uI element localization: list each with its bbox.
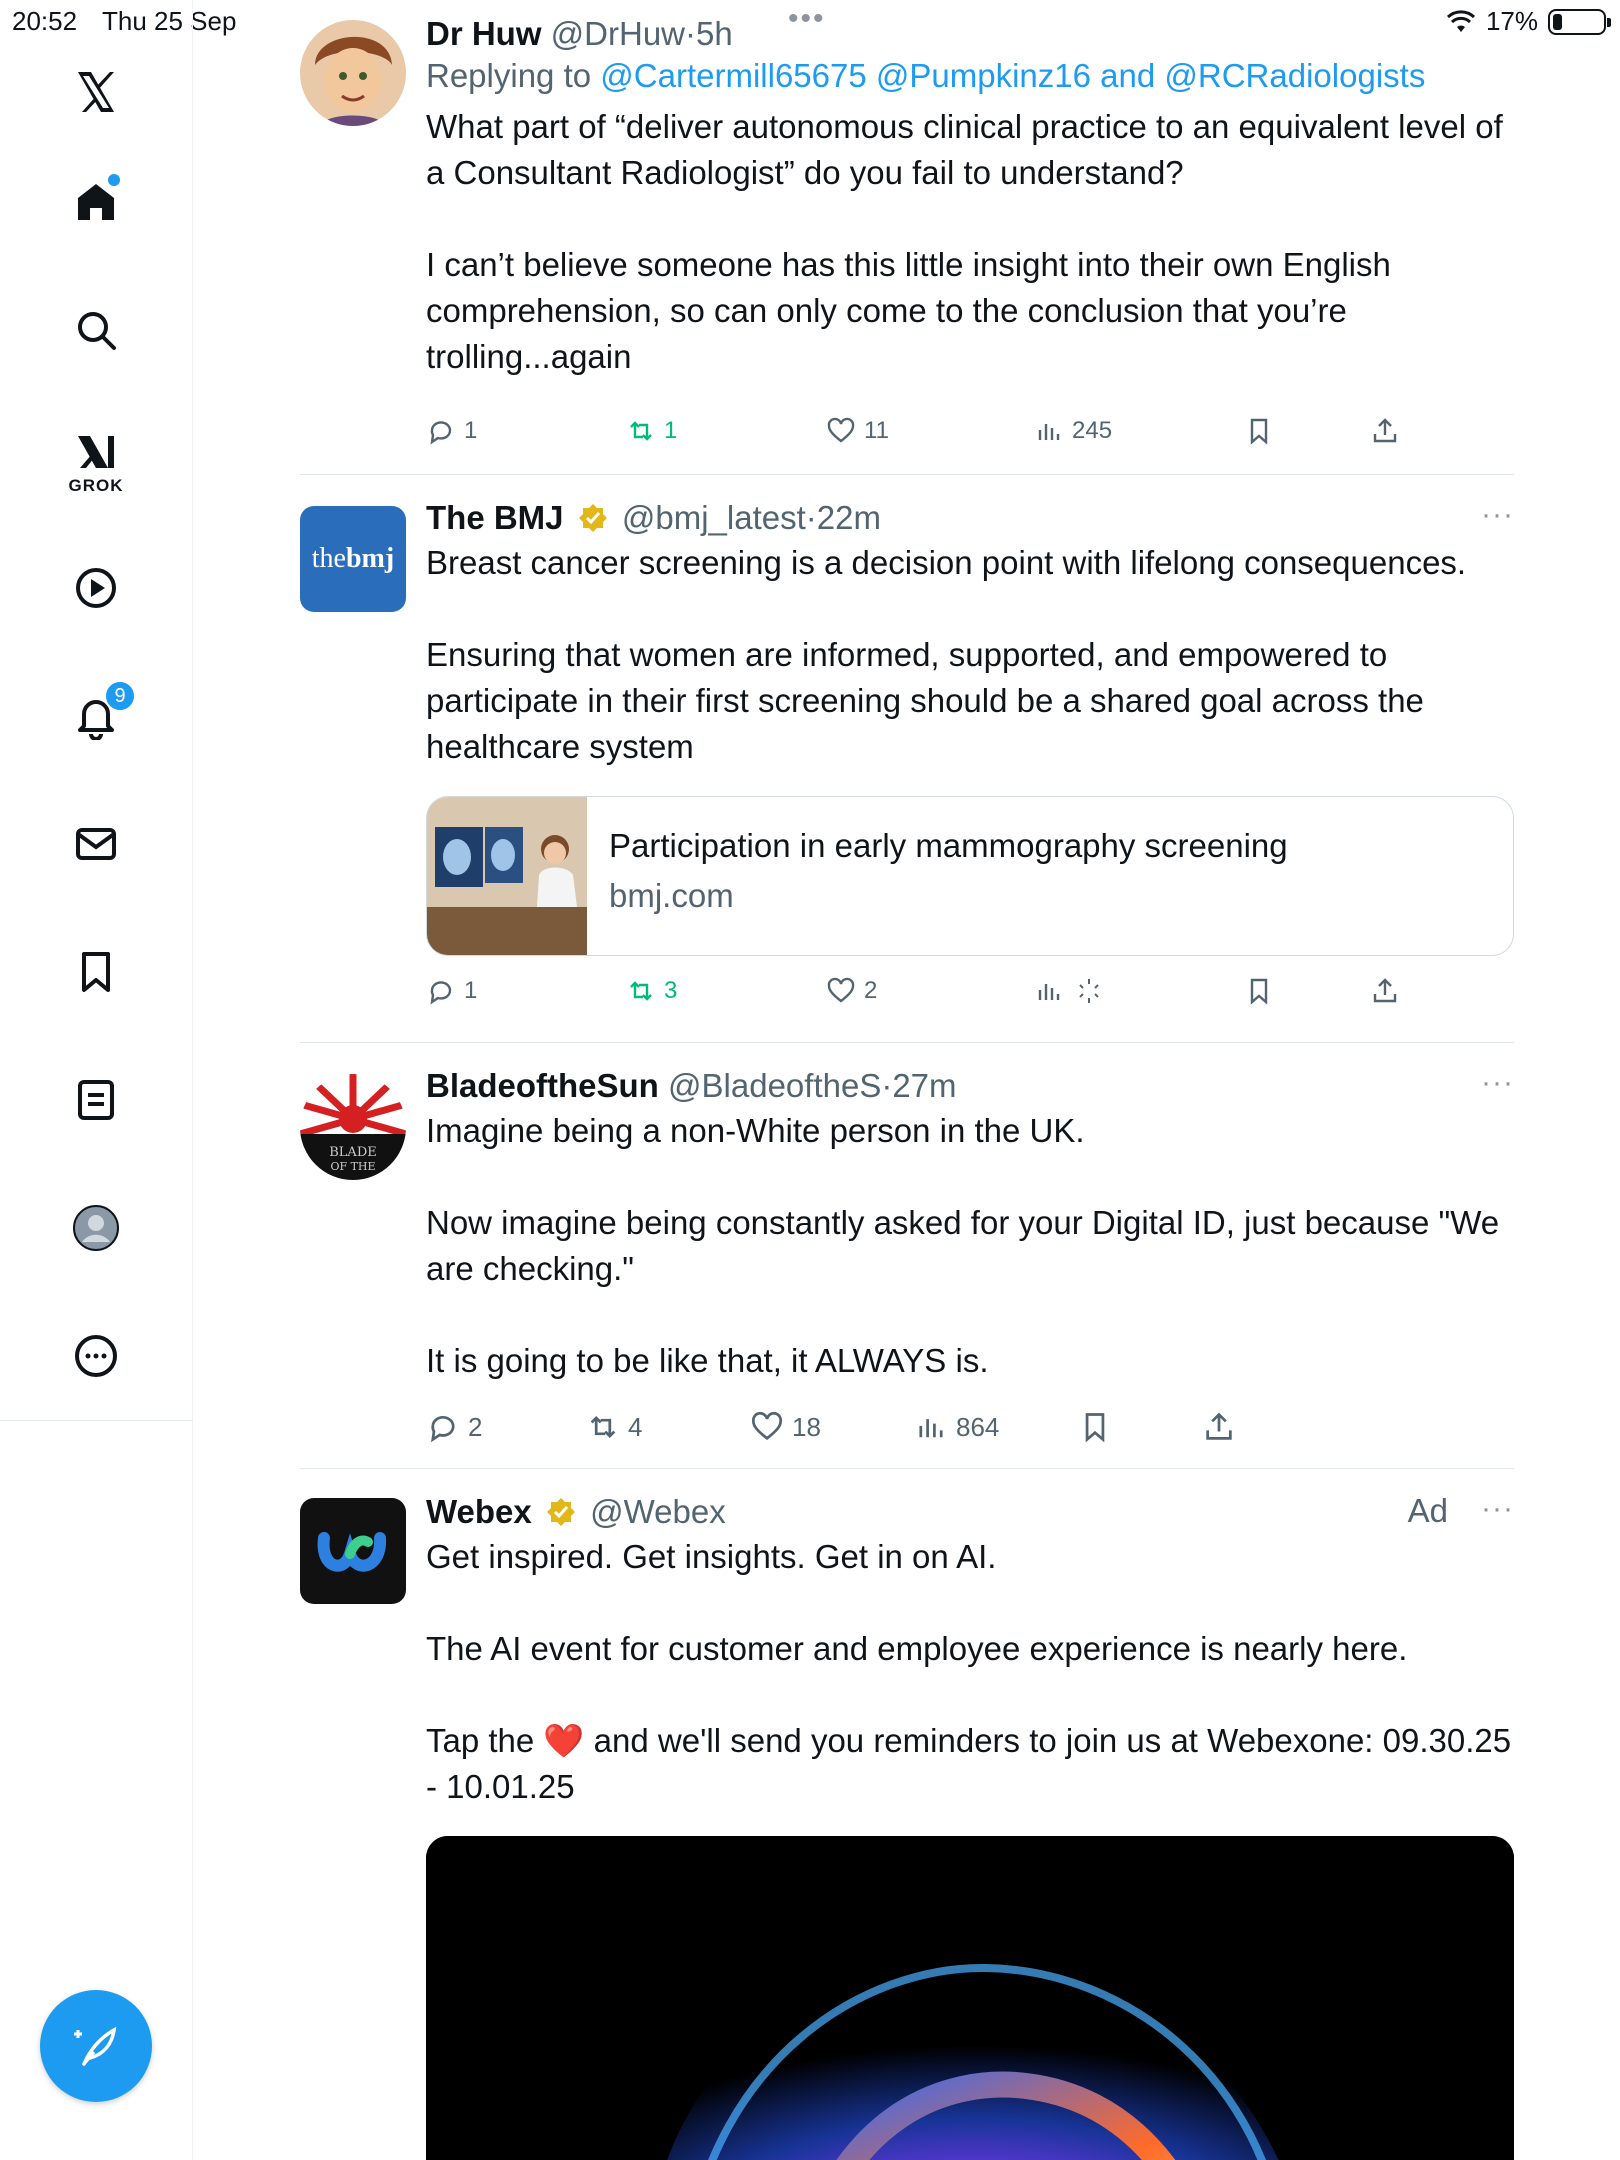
bookmark-icon bbox=[1244, 976, 1274, 1006]
author-handle[interactable]: @bmj_latest bbox=[621, 499, 806, 536]
heart-icon bbox=[750, 1410, 784, 1444]
status-time: 20:52 bbox=[12, 6, 78, 36]
notification-badge: 9 bbox=[104, 680, 136, 712]
repost-button[interactable]: 1 bbox=[626, 416, 677, 446]
battery-percent: 17% bbox=[1485, 6, 1538, 36]
x-logo-icon[interactable] bbox=[56, 52, 136, 132]
verified-badge-icon bbox=[577, 502, 609, 534]
multitask-dots-icon[interactable]: ••• bbox=[788, 2, 826, 35]
search-icon bbox=[72, 306, 120, 354]
author-name[interactable]: Webex bbox=[426, 1493, 532, 1530]
avatar-bladeofthesun[interactable] bbox=[300, 1074, 406, 1180]
post-actions bbox=[426, 976, 1426, 1016]
grok-icon bbox=[72, 428, 120, 476]
heart-icon bbox=[826, 416, 856, 446]
more-circle-icon bbox=[72, 1332, 120, 1380]
views-bar-icon bbox=[914, 1410, 948, 1444]
reply-mention-last[interactable]: @RCRadiologists bbox=[1164, 57, 1426, 94]
views-loading-icon bbox=[1074, 976, 1104, 1006]
post-more-button[interactable]: ··· bbox=[1481, 1066, 1514, 1099]
sidebar-item-messages[interactable] bbox=[56, 804, 136, 884]
bookmark-icon bbox=[72, 948, 120, 996]
bookmark-button[interactable] bbox=[1244, 416, 1274, 446]
ad-label: Ad bbox=[1407, 1492, 1448, 1529]
repost-icon bbox=[586, 1410, 620, 1444]
sidebar-item-more[interactable] bbox=[56, 1316, 136, 1396]
home-unread-dot bbox=[108, 174, 120, 186]
post-divider bbox=[300, 474, 1514, 475]
list-icon bbox=[72, 1076, 120, 1124]
status-date: Thu 25 Sep bbox=[102, 6, 237, 36]
share-icon bbox=[1202, 1410, 1236, 1444]
author-handle[interactable]: @Webex bbox=[590, 1493, 726, 1530]
reply-button[interactable]: 2 bbox=[426, 1410, 482, 1444]
post-text: Imagine being a non-White person in the UK. Now imagine being constantly asked for your Digital ID, just because "We are checking." It is going to be like that, it ALWAYS is. bbox=[426, 1112, 1500, 1379]
views-button[interactable] bbox=[1034, 976, 1112, 1006]
post-text: What part of “deliver autonomous clinical practice to an equivalent level of a Consultant Radiologist” do you fail to understand? I can’t believe someone has this little insight into their own English comprehension, so can only come to the conclusion that you’re trolling...again bbox=[426, 108, 1503, 375]
compose-button[interactable] bbox=[40, 1990, 152, 2102]
repost-button[interactable]: 4 bbox=[586, 1410, 642, 1444]
reply-mentions[interactable]: @Cartermill65675 @Pumpkinz16 bbox=[600, 57, 1091, 94]
sidebar-item-search[interactable] bbox=[56, 290, 136, 370]
post-text: Get inspired. Get insights. Get in on AI. The AI event for customer and employee experience is nearly here. Tap the ❤️ and we'll send you reminders to join us at Webexone: 09.30.25 - 10.01.25 bbox=[426, 1538, 1512, 1805]
battery-icon bbox=[1548, 9, 1606, 35]
repost-icon bbox=[626, 416, 656, 446]
reply-icon bbox=[426, 1410, 460, 1444]
ad-media[interactable] bbox=[426, 1836, 1514, 2160]
sidebar bbox=[0, 0, 193, 2160]
sidebar-item-bookmarks[interactable] bbox=[56, 932, 136, 1012]
repost-icon bbox=[626, 976, 656, 1006]
bookmark-button[interactable] bbox=[1244, 976, 1274, 1006]
compose-feather-icon bbox=[70, 2020, 122, 2072]
reply-icon bbox=[426, 416, 456, 446]
author-name[interactable]: The BMJ bbox=[426, 499, 564, 536]
card-title: Participation in early mammography screening bbox=[609, 827, 1288, 864]
post-more-button[interactable]: ··· bbox=[1481, 498, 1514, 531]
bookmark-button[interactable] bbox=[1078, 1410, 1112, 1444]
reply-button[interactable]: 1 bbox=[426, 976, 477, 1006]
share-icon bbox=[1370, 416, 1400, 446]
verified-badge-icon bbox=[545, 1496, 577, 1528]
share-button[interactable] bbox=[1202, 1410, 1236, 1444]
sidebar-divider bbox=[0, 1420, 193, 1421]
avatar-drhuw[interactable] bbox=[300, 20, 406, 126]
share-button[interactable] bbox=[1370, 976, 1400, 1006]
sidebar-item-profile[interactable] bbox=[56, 1188, 136, 1268]
heart-icon bbox=[826, 976, 856, 1006]
post-text: Breast cancer screening is a decision point with lifelong consequences. Ensuring that women are informed, supported, and empowered to participate in their first screening should be a shared goal across the healthcare system bbox=[426, 544, 1467, 765]
profile-avatar-icon bbox=[72, 1204, 120, 1252]
post-time[interactable]: 22m bbox=[816, 499, 881, 536]
post-more-button[interactable]: ··· bbox=[1481, 1492, 1514, 1525]
sidebar-item-lists[interactable] bbox=[56, 1060, 136, 1140]
post-actions bbox=[426, 416, 1426, 456]
repost-button[interactable]: 3 bbox=[626, 976, 677, 1006]
play-icon bbox=[72, 564, 120, 612]
sidebar-item-home[interactable] bbox=[56, 162, 136, 242]
post-actions bbox=[426, 1410, 1426, 1450]
replying-to: Replying to @Cartermill65675 @Pumpkinz16 and @RCRadiologists bbox=[426, 57, 1426, 94]
views-button[interactable]: 864 bbox=[914, 1410, 999, 1444]
views-bar-icon bbox=[1034, 416, 1064, 446]
post-time[interactable]: 5h bbox=[696, 15, 733, 52]
avatar-bmj[interactable]: the bmj bbox=[300, 506, 406, 612]
author-name[interactable]: Dr Huw bbox=[426, 15, 542, 52]
like-button[interactable]: 18 bbox=[750, 1410, 821, 1444]
like-button[interactable]: 11 bbox=[826, 416, 889, 446]
link-card[interactable] bbox=[426, 796, 1514, 956]
avatar-webex[interactable] bbox=[300, 1498, 406, 1604]
card-domain: bmj.com bbox=[609, 877, 734, 914]
grok-label: GROK bbox=[68, 476, 124, 495]
sidebar-item-notifications[interactable] bbox=[56, 676, 136, 756]
post-divider bbox=[300, 1468, 1514, 1469]
reply-button[interactable]: 1 bbox=[426, 416, 477, 446]
bookmark-icon bbox=[1244, 416, 1274, 446]
reply-icon bbox=[426, 976, 456, 1006]
author-handle[interactable]: @DrHuw bbox=[550, 15, 686, 52]
share-button[interactable] bbox=[1370, 416, 1400, 446]
svg-text:OF THE: OF THE bbox=[330, 1160, 376, 1173]
like-button[interactable]: 2 bbox=[826, 976, 877, 1006]
card-thumbnail bbox=[427, 797, 587, 956]
views-bar-icon bbox=[1034, 976, 1064, 1006]
svg-text:BLADE: BLADE bbox=[329, 1145, 377, 1160]
author-name[interactable]: BladeoftheSun bbox=[426, 1067, 659, 1104]
views-button[interactable]: 245 bbox=[1034, 416, 1112, 446]
mail-icon bbox=[72, 820, 120, 868]
post-divider bbox=[300, 1042, 1514, 1043]
post-time[interactable]: 27m bbox=[892, 1067, 957, 1104]
share-icon bbox=[1370, 976, 1400, 1006]
sidebar-item-video[interactable] bbox=[56, 548, 136, 628]
bookmark-icon bbox=[1078, 1410, 1112, 1444]
author-handle[interactable]: @BladeoftheS bbox=[668, 1067, 882, 1104]
